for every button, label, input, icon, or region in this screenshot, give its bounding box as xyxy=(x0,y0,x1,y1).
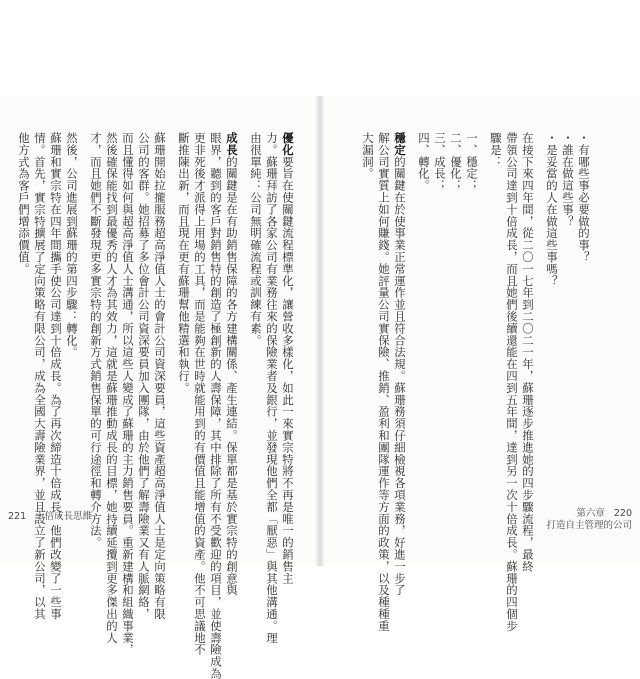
text-line: ・是妥當的人在做這些事嗎？ xyxy=(545,132,559,287)
text-line: 公司的客群。她招募了多位會計公司資深要員加入團隊，由於他們了解壽險業又有人脈網絡， xyxy=(137,132,151,620)
paragraph-gap xyxy=(408,132,416,432)
text-line: 穩定的關鍵在於使事業正常運作並且符合法規。蘇珊務須仔細檢視各項業務，好進一步了 xyxy=(393,132,407,597)
paragraph-gap xyxy=(240,132,248,432)
text-line: 帶領公司達到十倍成長，而且她們後續還能在四到五年間，達到另一次十倍成長。蘇珊的四個步 xyxy=(505,132,519,632)
text-line: 更非死後才派得上用場的工具，而是能夠在世時就能用到的有價值且能增值的資產。他不可思議地不 xyxy=(193,132,207,656)
text-line: 而且懂得如何與超高淨值人士溝通，所以這些人變成了蘇珊的主力銷售要員。重新建構和組織事業， xyxy=(121,132,135,656)
text-line: ・誰在做這些事？ xyxy=(561,132,575,228)
list-item: 一、穩定； xyxy=(465,132,479,192)
book-gutter xyxy=(316,96,324,566)
page-number: 220 xyxy=(613,508,632,519)
chapter-label: 第六章 xyxy=(576,508,605,519)
paragraph-gap xyxy=(480,132,488,432)
text-line: 在接下來四年間，從二〇一七年到二〇二一年，蘇珊逐步推進她的四步驟流程，最終 xyxy=(521,132,535,573)
text-line: 由很單純：公司無明確流程或訓練有素。 xyxy=(249,132,263,347)
text-line: 大漏洞。 xyxy=(361,132,375,180)
page-number: 221 xyxy=(8,511,27,522)
text-line: 蘇珊開始拉攏服務超高淨值人士的會計公司資深要員，這些資產超高淨值人士是定向策略有限 xyxy=(153,132,167,620)
lead-word: 成長 xyxy=(225,132,239,156)
left-page-footer xyxy=(8,508,92,522)
text-line: 他方式為客戶們增添價值。 xyxy=(17,132,31,275)
text-line: 才，而且她們不斷發現更多實宗特的創新方式銷售保單的可行途徑和轉介方法。 xyxy=(89,132,103,549)
text-line: 然後確保能找到最優秀的人才為其效力，這就是蘇珊推動成長的目標，她持續延攬到更多傑出的人 xyxy=(105,132,119,644)
running-title: 十倍成長思維 xyxy=(35,511,93,522)
paragraph-gap xyxy=(536,132,544,432)
paragraph-gap xyxy=(168,132,176,432)
text-line: 解公司實質上如何賺錢。她評量公司實保險、推銷、盈利和團隊運作等方面的政策，以及種種重 xyxy=(377,132,391,632)
lead-word: 穩定 xyxy=(393,132,407,156)
text-line: 蘇珊和實宗特在四年間攜手使公司達到十倍成長。為了再次締造十倍成長，他們改變了一些事 xyxy=(49,132,63,620)
text-line: ・有哪些事必要做的事？ xyxy=(577,132,591,263)
text-line: 情。首先，實宗特擴展了定向策略有限公司，成為全國大壽險業界，並且設立了新公司，以其 xyxy=(33,132,47,620)
chapter-title: 打造自主管理的公司 xyxy=(546,520,632,531)
text-line: 斷推陳出新，而且現在更有蘇珊幫他精選和執行。 xyxy=(177,132,191,394)
list-item: 二、優化； xyxy=(449,132,463,192)
text-line: 然後，公司進展到蘇珊的第四步驟：轉化。 xyxy=(65,132,79,359)
list-item: 三、成長； xyxy=(433,132,447,192)
lead-word: 優化 xyxy=(281,132,295,156)
text-line: 力。蘇珊拜訪了各家公司有業務往來的保險業者及銀行，並發現他們全都「厭惡」與其他溝通。理 xyxy=(265,132,279,644)
text-line: 驟是： xyxy=(489,132,503,168)
text-line: 成長的關鍵是在有助銷售保障的各方建構關係、產生連結。保單都是基於實宗特的創意與 xyxy=(225,132,239,597)
text-line: 眼界，聽到的客戶對銷售特的創造了極創新的人壽保障，其中排除了所有不受歡迎的項目，並使壽險成為 xyxy=(209,132,223,679)
text-line: 優化要旨在使關鍵流程標準化，讓營收多樣化，如此一來實宗特將不再是唯一的銷售主 xyxy=(281,132,295,585)
right-page-footer xyxy=(546,508,632,532)
paragraph-gap xyxy=(80,132,88,432)
list-item: 四、轉化。 xyxy=(417,132,431,192)
